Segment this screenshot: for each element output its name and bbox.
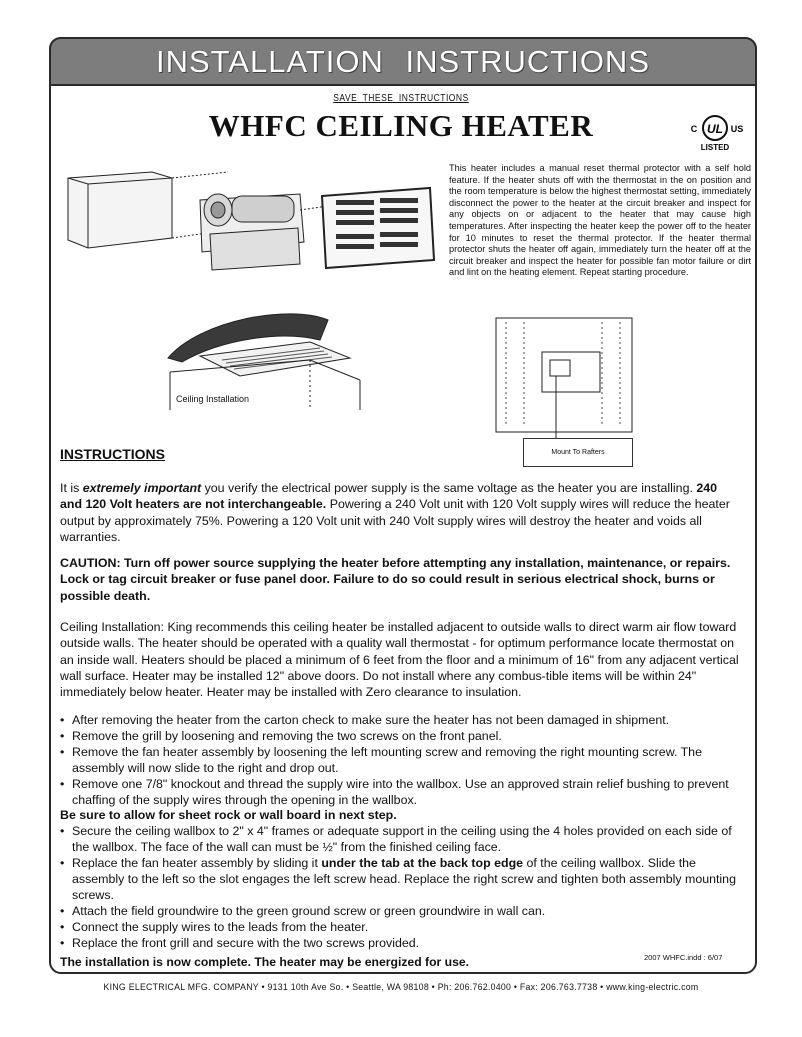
list-item: • Remove the fan heater assembly by loosening the left mounting screw and removing the right mounting screw. The assembly will now slide to the right and drop out. — [60, 745, 742, 777]
model-title: WHFC CEILING HEATER — [208, 108, 594, 143]
list-item: • Attach the ﬁeld groundwire to the green ground screw or green groundwire in wall can. — [60, 904, 742, 920]
p1-text-end: Powering a 240 Volt unit with 120 Volt supply wires will reduce the heater output by approximately 75%. Powering a 120 Volt unit with 240 Volt supply wires will destroy the heater and voids all warranties. — [60, 497, 730, 544]
step6-bold: under the tab at the back top edge — [321, 856, 524, 871]
list-item — [60, 856, 742, 904]
banner-title: INSTALLATION INSTRUCTIONS — [155, 43, 650, 79]
document-id: 2007 WHFC.indd : 6/07 — [644, 953, 723, 962]
voltage-paragraph — [60, 480, 740, 545]
ul-center-text: UL — [707, 122, 723, 136]
completion-statement: The installation is now complete. The heater may be energized for use. — [60, 955, 470, 969]
ceiling-caption: Ceiling Installation — [176, 394, 250, 404]
ul-bottom-text: LISTED — [700, 143, 730, 152]
sheetrock-note: Be sure to allow for sheet rock or wall board in next step. — [60, 808, 397, 823]
p1-bold: 240 and 120 Volt heaters are not interchangeable. — [60, 481, 718, 512]
save-note: SAVE THESE INSTRUCTIONS — [333, 93, 469, 104]
caution-paragraph: CAUTION: Turn off power source supplying the heater before attempting any installation, maintenance, or repairs. Lock or tag circuit breaker or fuse panel door. Failure to do so could result in serious electrical shock, burns or possible death. — [60, 556, 731, 603]
list-item: • After removing the heater from the carton check to make sure the heater has not been damaged in shipment. — [60, 713, 742, 729]
instructions-heading: INSTRUCTIONS — [60, 446, 165, 462]
list-item: • Connect the supply wires to the leads from the heater. — [60, 920, 742, 936]
p1-text-mid: you verify the electrical power supply is the same voltage as the heater you are installing. — [201, 481, 697, 495]
ul-right-text: US — [730, 124, 744, 134]
ceiling-installation-paragraph: Ceiling Installation: King recommends this ceiling heater be installed adjacent to outside walls to direct warm air ﬂow toward outside walls. The heater should be operated with a quality wall thermostat - for optimum performance locate thermostat on an inside wall. Heaters should be placed a minimum of 6 feet from the ﬂoor and a minimum of 16" from any adjacent vertical wall surface. Heater may be installed 12" above doors. Do not install where any combus-tible items will be within 24" immediately below heater. Heater may be installed with Zero clearance to insulation. — [60, 620, 739, 700]
company-footer: KING ELECTRICAL MFG. COMPANY • 9131 10th Ave So. • Seattle, WA 98108 • Ph: 206.762.0400 • Fax: 206.763.7738 • www.king-electric.com — [103, 982, 699, 993]
installation-steps — [60, 713, 742, 952]
p1-text: It is — [60, 481, 83, 495]
step6-text: Replace the fan heater assembly by sliding it — [72, 856, 322, 871]
title-banner — [49, 37, 757, 86]
thermal-warning-text: This heater includes a manual reset thermal protector with a self hold feature. If the heater shuts off with the thermostat in the on position and the room temperature is below the highest thermostat setting, immediately disconnect the power to the heater at the circuit breaker and inspect for any objects on or adjacent to the heater that may cause high temperatures. After inspecting the heater keep the power off to the heater for 10 minutes to reset the thermal protector. If the heater thermal protector shuts the heater off again, immediately turn the heater off at the circuit breaker and inspect the heater for possible fan motor failure or dirt and lint on the heating element. Repeat starting procedure. — [449, 163, 751, 278]
heater-components-illustration — [60, 160, 440, 276]
step6-text-end: of the ceiling wallbox. Slide the assembly to the left so the slot engages the left screw head. Replace the right screw and tighten both assembly mounting screws. — [72, 856, 736, 902]
ul-left-text: C — [690, 124, 698, 134]
p1-emphasis: extremely important — [82, 481, 202, 495]
list-item: • Secure the ceiling wallbox to 2" x 4" frames or adequate support in the ceiling using the 4 holes provided on each side of the wallbox. The face of the wall can must be ½" from the ﬁnished ceiling face. — [60, 824, 742, 856]
mount-to-rafters-label: Mount To Rafters — [523, 438, 633, 467]
ul-listed-icon — [683, 112, 747, 154]
list-item: • Remove one 7/8" knockout and thread the supply wire into the wallbox. Use an approved strain relief bushing to prevent chafﬁng of the supply wires through the opening in the wallbox. — [60, 777, 742, 809]
list-item: • Replace the front grill and secure with the two screws provided. — [60, 936, 742, 952]
list-item: • Remove the grill by loosening and removing the two screws on the front panel. — [60, 729, 742, 745]
